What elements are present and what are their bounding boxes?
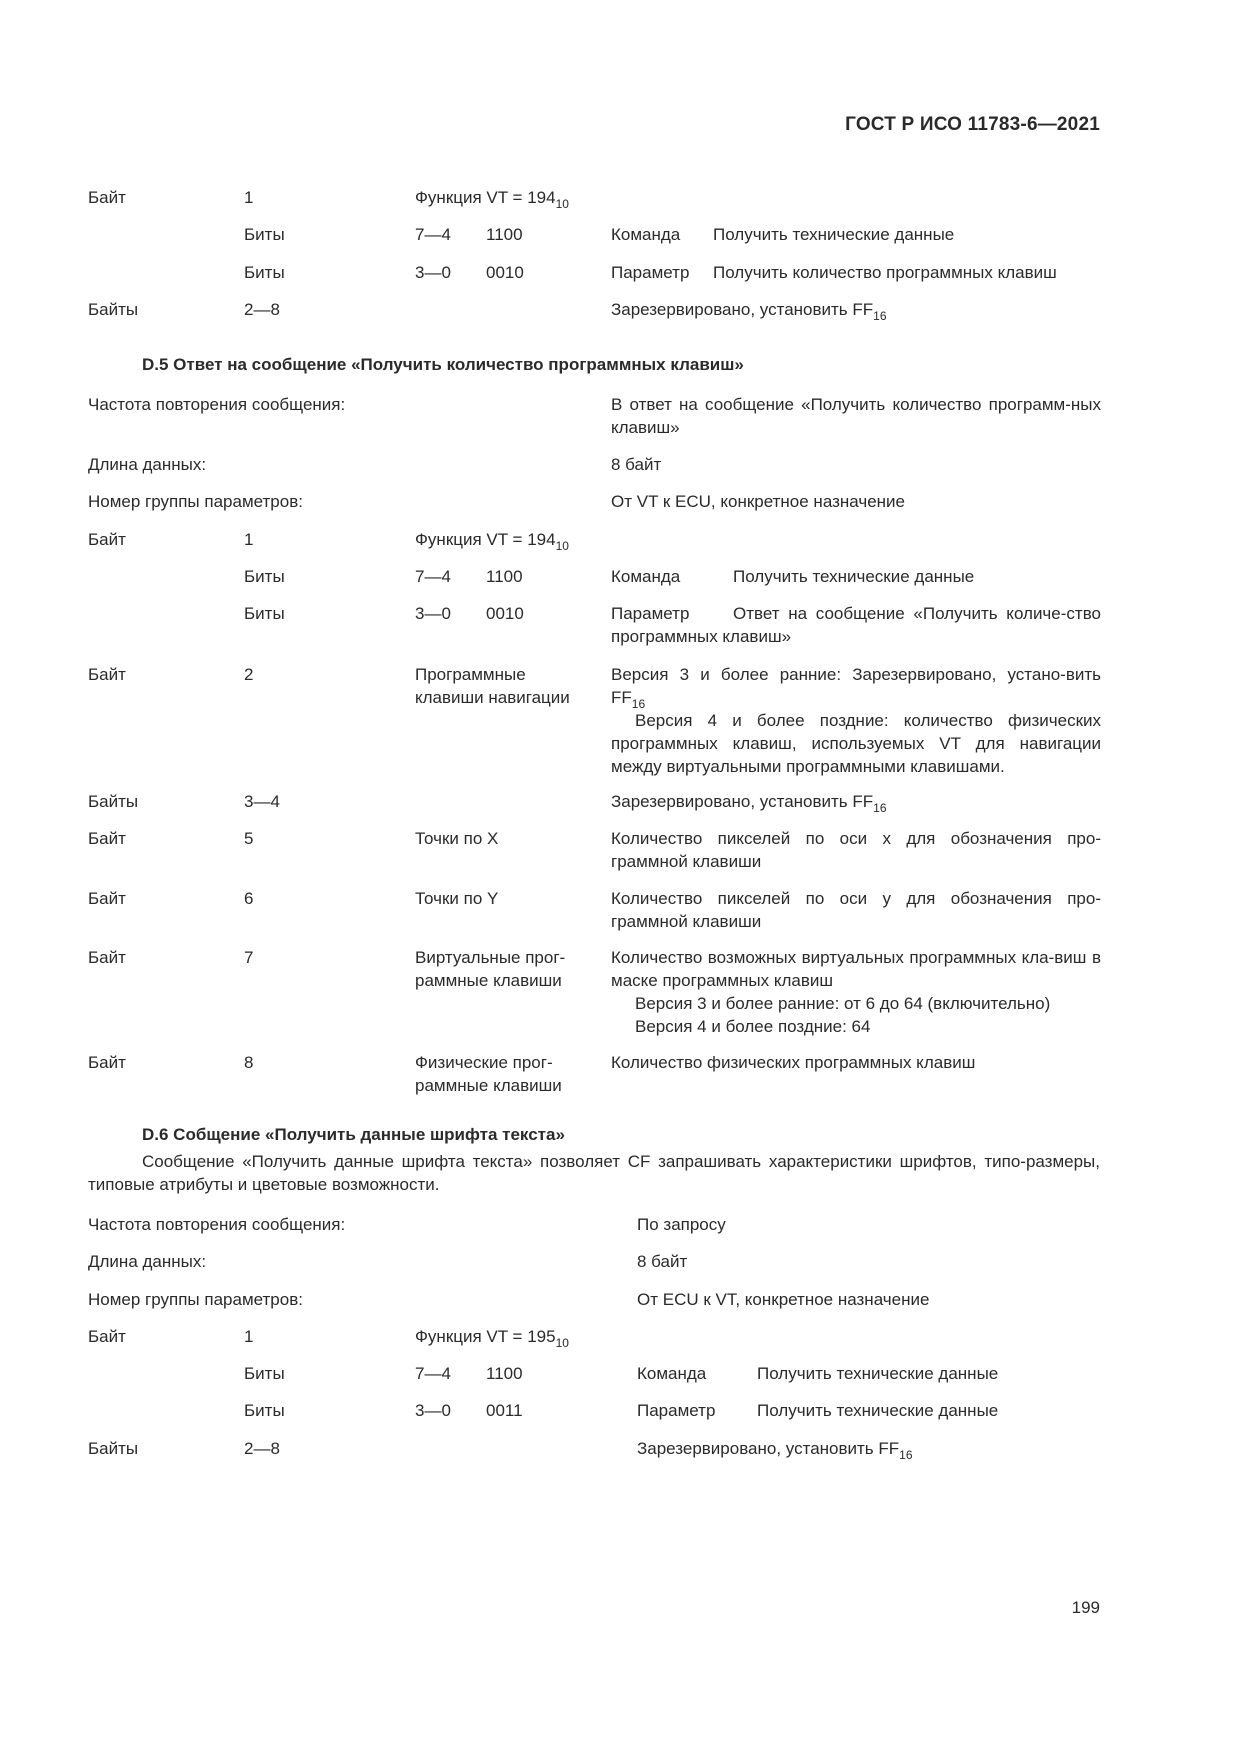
- bits-label: Биты: [244, 1401, 285, 1420]
- bits-range: 7—4: [415, 567, 451, 586]
- field-description: Количество пикселей по оси y для обозначения про-граммной клавиши: [611, 889, 1101, 931]
- field-value: Ответ на сообщение «Получить количе-ство программных клавиш»: [611, 604, 1101, 646]
- bits-value: 0010: [486, 604, 524, 623]
- bits-range: 7—4: [415, 1364, 451, 1383]
- byte-label: Байт: [88, 1327, 126, 1346]
- field-description: Количество возможных виртуальных программных кла-виш в маске программных клавиш Версия 3 и более ранние: от 6 до 64 (включительно) Версия 4 и более поздние: 64: [611, 948, 1101, 1036]
- field-label: Команда: [611, 567, 681, 586]
- field-value: Получить технические данные: [713, 225, 955, 244]
- section-paragraph: Сообщение «Получить данные шрифта текста» позволяет CF запрашивать характеристики шрифтов, типо-размеры, типовые атрибуты и цветовые возможности.: [88, 1152, 1100, 1194]
- byte-label: Байт: [88, 1053, 126, 1072]
- vt-function: Функция VT = $195_{10}$: [415, 1327, 569, 1350]
- bits-label: Биты: [244, 225, 285, 244]
- page-number: 199: [1071, 1598, 1100, 1617]
- byte-number: 7: [244, 948, 254, 967]
- bytes-label: Байты: [88, 792, 139, 811]
- length-label: Длина данных:: [88, 1252, 207, 1271]
- bytes-range: 2—8: [244, 1439, 280, 1458]
- field-name: Программные клавиши навигации: [415, 665, 570, 707]
- bytes-label: Байты: [88, 1439, 139, 1458]
- field-label: Команда: [611, 225, 681, 244]
- pgn-label: Номер группы параметров:: [88, 492, 303, 511]
- bits-value: 1100: [486, 1364, 523, 1383]
- field-label: Параметр: [611, 604, 690, 623]
- bits-label: Биты: [244, 1364, 285, 1383]
- byte-number: 1: [244, 1327, 254, 1346]
- byte-label: Байт: [88, 889, 126, 908]
- reserved-text: Зарезервировано, установить $FF_{16}$: [611, 300, 887, 323]
- reserved-text: Зарезервировано, установить $FF_{16}$: [637, 1439, 913, 1462]
- bits-range: 7—4: [415, 225, 451, 244]
- bits-label: Биты: [244, 604, 285, 623]
- length-label: Длина данных:: [88, 455, 207, 474]
- reserved-text: Зарезервировано, установить $FF_{16}$: [611, 792, 887, 815]
- bits-range: 3—0: [415, 1401, 451, 1420]
- field-name: Точки по Y: [415, 889, 499, 908]
- field-name: Точки по X: [415, 829, 499, 848]
- field-value: Получить технические данные: [733, 567, 975, 586]
- field-value: Получить технические данные: [757, 1364, 999, 1383]
- field-description: Количество пикселей по оси x для обозначения про-граммной клавиши: [611, 829, 1101, 871]
- section-heading: D.6 Собщение «Получить данные шрифта текста»: [142, 1125, 565, 1144]
- pgn-value: От VT к ECU, конкретное назначение: [611, 492, 905, 511]
- byte-label: Байт: [88, 188, 126, 207]
- field-description: Количество физических программных клавиш: [611, 1053, 976, 1072]
- bits-label: Биты: [244, 567, 285, 586]
- field-name: Физические прог-раммные клавиши: [415, 1053, 562, 1095]
- field-value: Получить количество программных клавиш: [713, 263, 1057, 282]
- byte-number: 1: [244, 188, 254, 207]
- byte-number: 5: [244, 829, 254, 848]
- byte-label: Байт: [88, 665, 126, 684]
- field-label: Параметр: [637, 1401, 716, 1420]
- freq-value: По запросу: [637, 1215, 726, 1234]
- bytes-range: 2—8: [244, 300, 280, 319]
- pgn-label: Номер группы параметров:: [88, 1290, 303, 1309]
- byte-number: 2: [244, 665, 254, 684]
- byte-label: Байт: [88, 829, 126, 848]
- bytes-label: Байты: [88, 300, 139, 319]
- field-label: Параметр: [611, 263, 690, 282]
- bits-value: 0011: [486, 1401, 523, 1420]
- bits-value: 0010: [486, 263, 524, 282]
- bits-range: 3—0: [415, 604, 451, 623]
- byte-number: 8: [244, 1053, 254, 1072]
- freq-label: Частота повторения сообщения:: [88, 1215, 346, 1234]
- field-description: Версия 3 и более ранние: Зарезервировано, устано-вить $FF_{16}$ Версия 4 и более поздние: количество физических программных клавиш, используемых VT для навигации между виртуальными программными клавишами.: [611, 665, 1101, 776]
- field-name: Виртуальные прог-раммные клавиши: [415, 948, 566, 990]
- byte-number: 1: [244, 530, 254, 549]
- standard-header: ГОСТ Р ИСО 11783-6—2021: [845, 114, 1100, 135]
- bits-label: Биты: [244, 263, 285, 282]
- section-heading: D.5 Ответ на сообщение «Получить количество программных клавиш»: [142, 355, 744, 374]
- bits-value: 1100: [486, 567, 523, 586]
- byte-number: 6: [244, 889, 254, 908]
- freq-label: Частота повторения сообщения:: [88, 395, 346, 414]
- field-label: Команда: [637, 1364, 707, 1383]
- bits-value: 1100: [486, 225, 523, 244]
- pgn-value: От ECU к VT, конкретное назначение: [637, 1290, 930, 1309]
- bytes-range: 3—4: [244, 792, 280, 811]
- freq-value: В ответ на сообщение «Получить количество программ-ных клавиш»: [611, 395, 1101, 437]
- bits-range: 3—0: [415, 263, 451, 282]
- vt-function: Функция VT = $194_{10}$: [415, 188, 569, 211]
- length-value: 8 байт: [611, 455, 662, 474]
- field-value: Получить технические данные: [757, 1401, 999, 1420]
- length-value: 8 байт: [637, 1252, 688, 1271]
- byte-label: Байт: [88, 948, 126, 967]
- byte-label: Байт: [88, 530, 126, 549]
- vt-function: Функция VT = $194_{10}$: [415, 530, 569, 553]
